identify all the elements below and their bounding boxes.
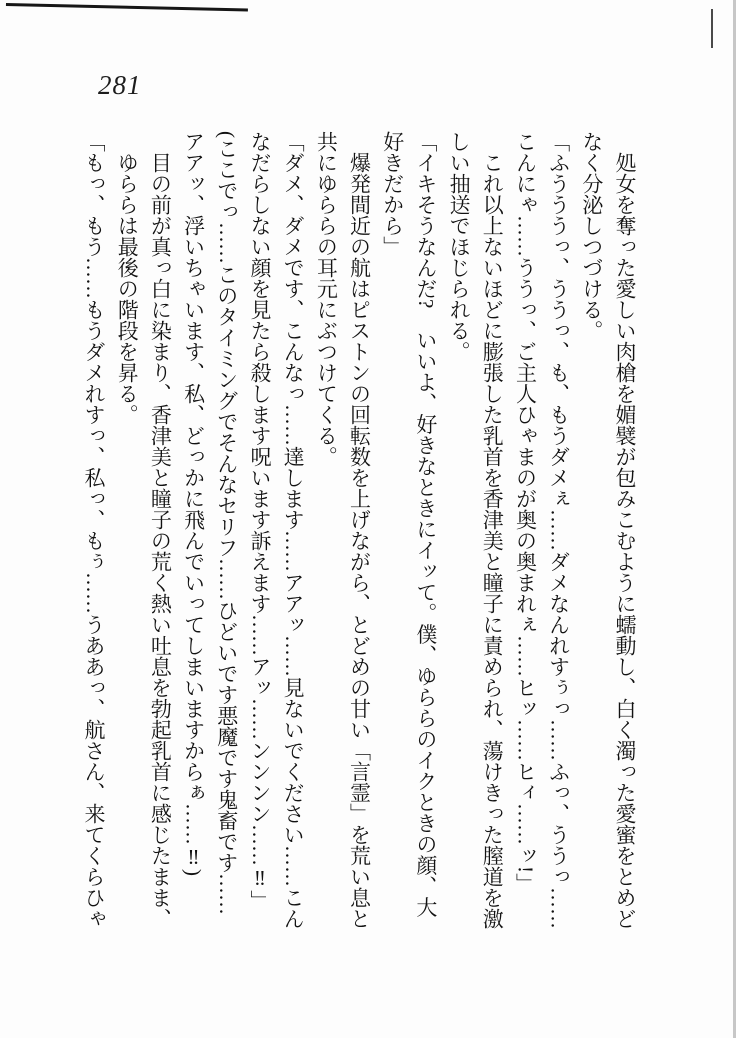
- text-line: 好きだから」: [380, 131, 405, 257]
- page-number: 281: [98, 70, 142, 100]
- text-line: (ここでっ……このタイミングでそんなセリフ……ひどいです悪魔です鬼畜です……: [214, 131, 239, 915]
- text-line: 目の前が真っ白に染まり、香津美と瞳子の荒く熱い吐息を勃起乳首に感じたまま、: [148, 152, 173, 929]
- text-line: ゆららは最後の階段を昇る。: [115, 152, 140, 425]
- text-line: 「イキそうなんだ? いいよ、好きなときにイッて。僕、ゆららのイクときの顔、大: [413, 131, 438, 918]
- scan-artifact-tick: [711, 9, 713, 48]
- text-line: しい抽送でほじられる。: [447, 131, 472, 362]
- text-line: アアッ、浮いちゃいます、私、どっかに飛んでいってしまいますからぁ……‼): [181, 131, 206, 876]
- text-line: 「もっ、もう……もうダメれすっ、私っ、もぅ……うああっ、航さん、来てくらひゃ: [82, 131, 106, 929]
- page-text: [77, 131, 641, 931]
- text-line: これ以上ないほどに膨張した乳首を香津美と瞳子に責められ、蕩けきった膣道を激: [480, 152, 505, 929]
- text-line: こんにゃ……ううっ、ご主人ひゃまのが奥の奥まれぇ……ヒッ……ヒィ……ッ!」: [513, 131, 538, 894]
- text-line: 「ダメ、ダメです、こんなっ……達します……アアッ……見ないでください……こん: [281, 131, 306, 929]
- text-line: 爆発間近の航はピストンの回転数を上げながら、とどめの甘い「言霊」を荒い息と: [347, 152, 372, 929]
- text-line: 共にゆららの耳元にぶつけてくる。: [314, 131, 339, 467]
- scan-artifact-top-line: [6, 3, 248, 11]
- text-line: なだらしない顔を見たら殺します呪います訴えます……アッ……ンンンン……‼」: [247, 131, 272, 911]
- text-line: 処女を奪った愛しい肉槍を媚襞が包みこむように蠕動し、白く濁った愛蜜をとめど: [613, 152, 637, 929]
- text-line: なく分泌しつづける。: [579, 131, 604, 341]
- text-line: 「ふうううっ、ううっ、も、もうダメぇ……ダメなんれすぅっ……ふっ、ううっ……: [546, 131, 571, 929]
